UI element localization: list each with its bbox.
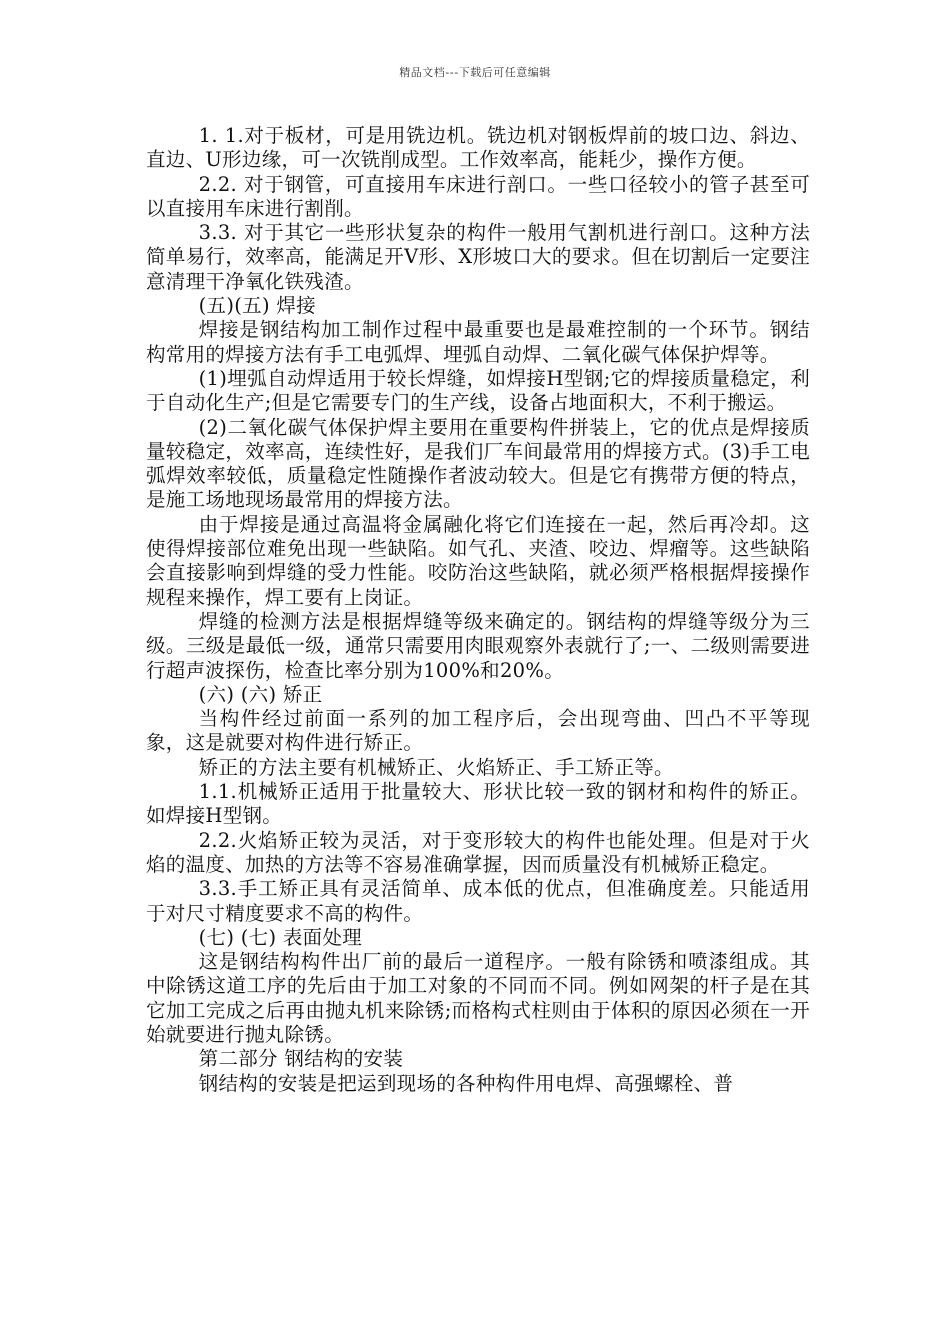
page-header: 精品文档---下载后可任意编辑 [399, 66, 551, 79]
paragraph-manual-straightening: 3.3.手工矫正具有灵活简单、成本低的优点，但准确度差。只能适用于对尺寸精度要求不高的构件。 [146, 877, 810, 925]
section-heading-welding: (五)(五) 焊接 [198, 294, 316, 318]
section-heading-surface-treatment: (七) (七) 表面处理 [198, 925, 363, 949]
paragraph-plate-milling: 1. 1.对于板材，可是用铣边机。铣边机对钢板焊前的坡口边、斜边、直边、U形边缘，可一次铣削成型。工作效率高，能耗少，操作方便。 [146, 124, 810, 172]
paragraph-mechanical-straightening: 1.1.机械矫正适用于批量较大、形状比较一致的钢材和构件的矫正。如焊接H型钢。 [146, 780, 810, 828]
paragraph-straightening-intro: 当构件经过前面一系列的加工程序后，会出现弯曲、凹凸不平等现象，这是就要对构件进行矫正。 [146, 707, 810, 755]
document-body [146, 124, 810, 1096]
paragraph-straightening-methods: 矫正的方法主要有机械矫正、火焰矫正、手工矫正等。 [198, 755, 674, 779]
section-heading-straightening: (六) (六) 矫正 [198, 682, 323, 706]
paragraph-gas-cutting: 3.3. 对于其它一些形状复杂的构件一般用气割机进行剖口。这种方法简单易行，效率高，能满足开V形、X形坡口大的要求。但在切割后一定要注意清理干净氧化铁残渣。 [146, 221, 810, 293]
paragraph-welding-defects: 由于焊接是通过高温将金属融化将它们连接在一起，然后再冷却。这使得焊接部位难免出现一些缺陷。如气孔、夹渣、咬边、焊瘤等。这些缺陷会直接影响到焊缝的受力性能。咬防治这些缺陷，就必须严格根据焊接操作规程来操作，焊工要有上岗证。 [146, 512, 810, 609]
paragraph-submerged-arc: (1)埋弧自动焊适用于较长焊缝，如焊接H型钢;它的焊接质量稳定，利于自动化生产;但是它需要专门的生产线，设备占地面积大，不利于搬运。 [146, 366, 810, 415]
section-heading-part-two: 第二部分 钢结构的安装 [198, 1047, 404, 1071]
paragraph-steel-pipe-lathe: 2.2. 对于钢管，可直接用车床进行剖口。一些口径较小的管子甚至可以直接用车床进行割削。 [146, 172, 810, 220]
paragraph-co2-welding: (2)二氧化碳气体保护焊主要用在重要构件拼装上，它的优点是焊接质量较稳定，效率高，连续性好，是我们厂车间最常用的焊接方式。(3)手工电弧焊效率较低，质量稳定性随操作者波动较大。但是它有携带方便的特点，是施工场地现场最常用的焊接方法。 [146, 415, 810, 512]
paragraph-flame-straightening: 2.2.火焰矫正较为灵活，对于变形较大的构件也能处理。但是对于火焰的温度、加热的方法等不容易准确掌握，因而质量没有机械矫正稳定。 [146, 828, 810, 876]
paragraph-weld-inspection: 焊缝的检测方法是根据焊缝等级来确定的。钢结构的焊缝等级分为三级。三级是最低一级，通常只需要用肉眼观察外表就行了;一、二级则需要进行超声波探伤，检查比率分别为100%和20%。 [146, 609, 810, 682]
paragraph-installation-intro: 钢结构的安装是把运到现场的各种构件用电焊、高强螺栓、普 [198, 1071, 734, 1095]
paragraph-welding-intro: 焊接是钢结构加工制作过程中最重要也是最难控制的一个环节。钢结构常用的焊接方法有手工电弧焊、埋弧自动焊、二氧化碳气体保护焊等。 [146, 318, 810, 366]
paragraph-surface-treatment: 这是钢结构构件出厂前的最后一道程序。一般有除锈和喷漆组成。其中除锈这道工序的先后由于加工对象的不同而不同。例如网架的杆子是在其它加工完成之后再由抛丸机来除锈;而格构式柱则由于体积的原因必须在一开始就要进行抛丸除锈。 [146, 950, 810, 1046]
